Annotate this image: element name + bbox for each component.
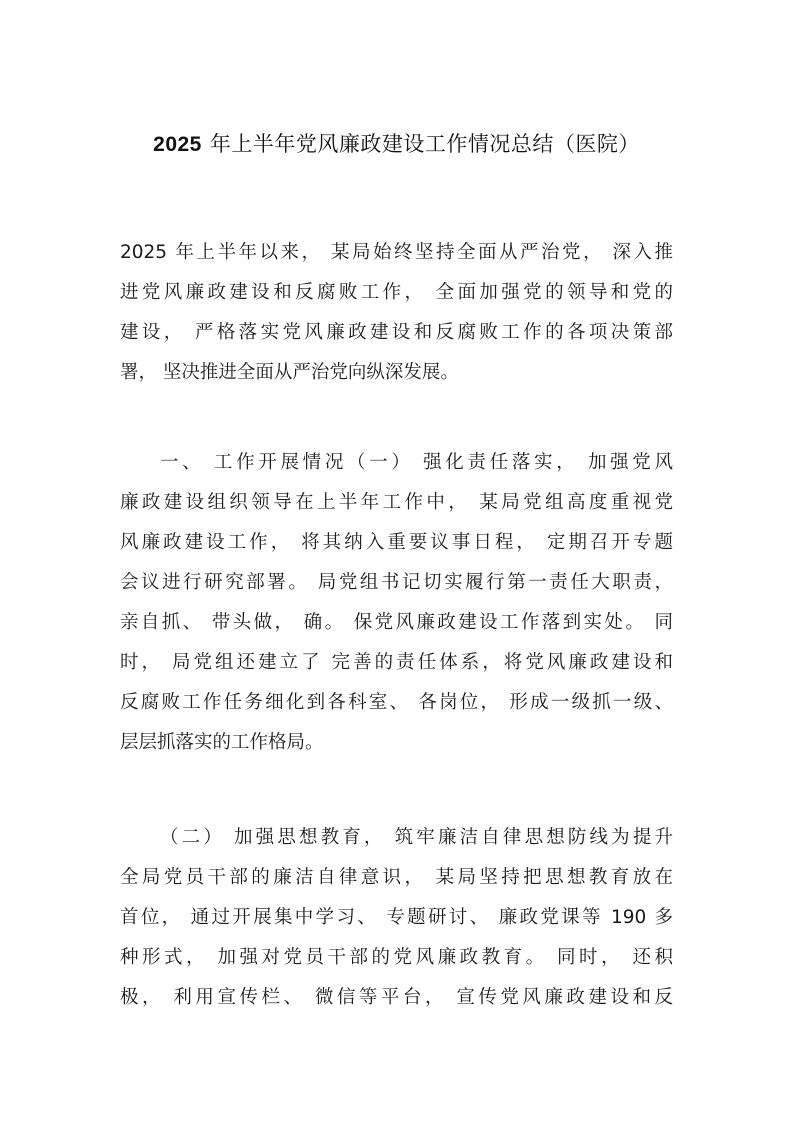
text-line: 亲自抓、 带头做， 确。 保党风廉政建设工作落到实处。 同	[120, 612, 673, 633]
text-line: 廉政建设组织领导在上半年工作中， 某局党组高度重视党	[120, 492, 673, 513]
text-line: （二） 加强思想教育， 筑牢廉洁自律思想防线为提升	[160, 827, 673, 848]
text-line: 会议进行研究部署。 局党组书记切实履行第一责任大职责，	[120, 572, 673, 593]
text-line: 2025 年上半年以来， 某局始终坚持全面从严治党， 深入推	[120, 242, 673, 263]
document-title	[0, 130, 793, 159]
text-line: 反腐败工作任务细化到各科室、 各岗位， 形成一级抓一级、	[120, 692, 673, 713]
text-line: 层层抓落实的工作格局。	[120, 732, 324, 753]
text-line: 极， 利用宣传栏、 微信等平台， 宣传党风廉政建设和反	[120, 987, 673, 1008]
text-line: 全局党员干部的廉洁自律意识， 某局坚持把思想教育放在	[120, 867, 673, 888]
text-line: 建设， 严格落实党风廉政建设和反腐败工作的各项决策部	[120, 322, 673, 343]
text-line: 一、 工作开展情况（一） 强化责任落实， 加强党风	[160, 452, 673, 473]
text-line: 风廉政建设工作， 将其纳入重要议事日程， 定期召开专题	[120, 532, 673, 553]
title-year: 2025	[153, 133, 202, 156]
text-line: 首位， 通过开展集中学习、 专题研讨、 廉政党课等 190 多	[120, 907, 673, 928]
text-line: 种形式， 加强对党员干部的党风廉政教育。 同时， 还积	[120, 947, 673, 968]
text-line: 署， 坚决推进全面从严治党向纵深发展。	[120, 362, 459, 383]
text-line: 时， 局党组还建立了 完善的责任体系，将党风廉政建设和	[120, 652, 673, 673]
text-line: 进党风廉政建设和反腐败工作， 全面加强党的领导和党的	[120, 282, 673, 303]
title-text: 年上半年党风廉政建设工作情况总结（医院）	[209, 132, 640, 156]
